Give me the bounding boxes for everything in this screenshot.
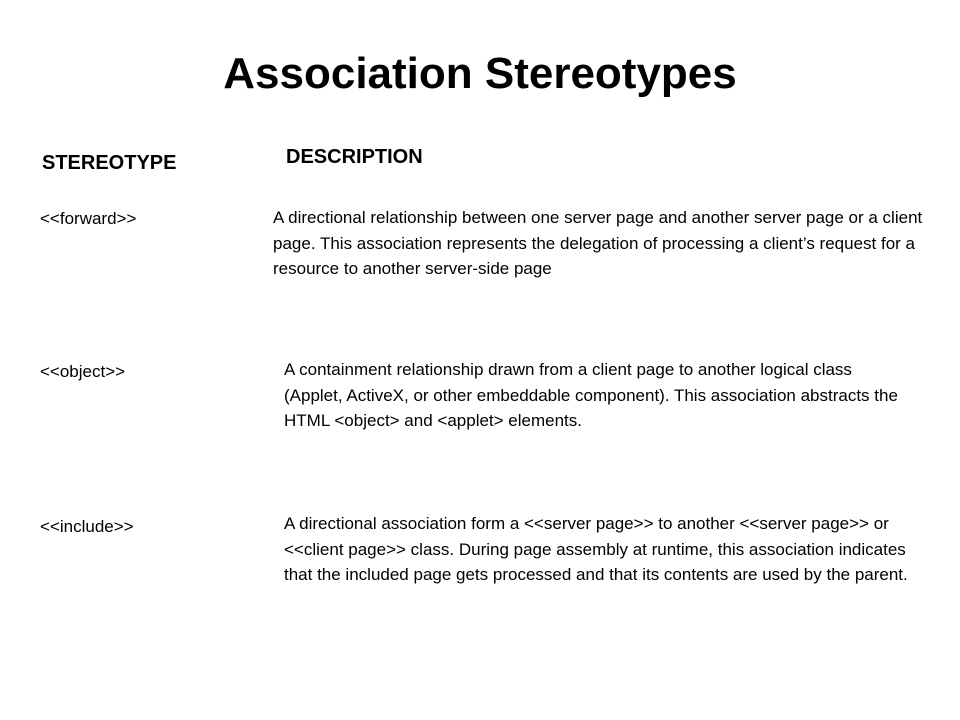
description-object: A containment relationship drawn from a client page to another logical class (Applet, ActiveX, or other embeddable component). This association abstracts the HTML <object> and <applet> elements. xyxy=(284,360,898,430)
stereotype-label-forward: <<forward>> xyxy=(40,209,137,228)
stereotype-label-include: <<include>> xyxy=(40,517,134,536)
description-forward: A directional relationship between one server page and another server page or a client page. This association represents the delegation of processing a client’s request for a resource to another server-side page xyxy=(273,208,923,278)
description-column-header: DESCRIPTION xyxy=(286,146,423,168)
stereotype-label-object: <<object>> xyxy=(40,362,126,381)
stereotype-column-header: STEREOTYPE xyxy=(42,152,177,174)
description-include: A directional association form a <<server page>> to another <<server page>> or <<client page>> class. During page assembly at runtime, this association indicates that the included page gets processed and that its contents are used by the parent. xyxy=(284,514,908,584)
slide-title: Association Stereotypes xyxy=(223,49,737,98)
